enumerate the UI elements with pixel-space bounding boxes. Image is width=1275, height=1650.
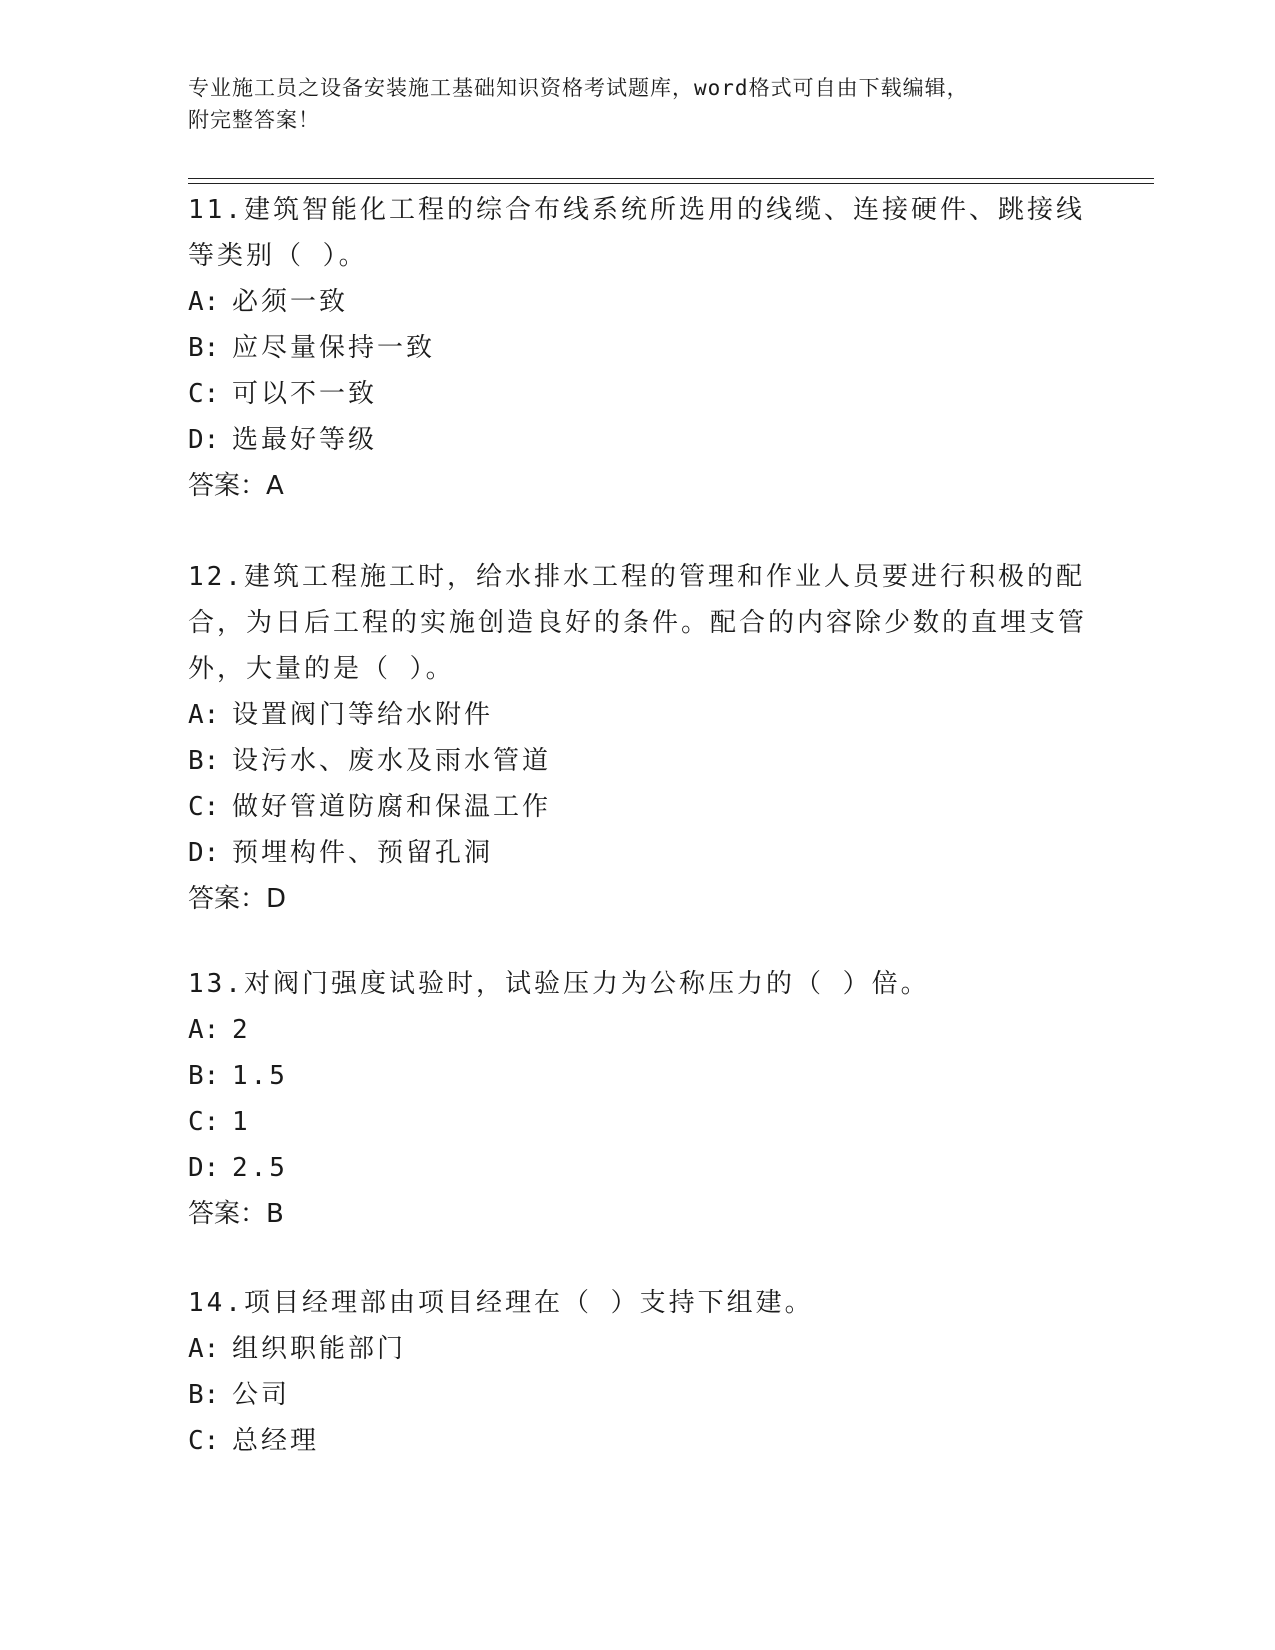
option-key: B: (188, 1380, 220, 1410)
option-c (188, 1099, 1088, 1145)
option-text: 公司 (232, 1380, 291, 1410)
option-key: A: (188, 1334, 220, 1364)
option-a (188, 692, 1088, 738)
option-text: 可以不一致 (232, 379, 378, 409)
option-key: D: (188, 838, 220, 868)
header-divider-bottom (188, 183, 1154, 184)
option-b (188, 738, 1088, 784)
option-text: 设置阀门等给水附件 (232, 700, 494, 730)
option-key: C: (188, 792, 220, 822)
option-text: 2 (232, 1015, 251, 1045)
option-c (188, 371, 1088, 417)
option-text: 1.5 (232, 1061, 288, 1091)
option-a (188, 279, 1088, 325)
answer-label: 答案：A (188, 471, 284, 501)
document-header (188, 72, 1068, 136)
option-text: 组织职能部门 (232, 1334, 407, 1364)
question-stem: 14.项目经理部由项目经理在（ ）支持下组建。 (188, 1288, 814, 1318)
option-text: 设污水、废水及雨水管道 (232, 746, 552, 776)
option-key: D: (188, 425, 220, 455)
answer-label: 答案：B (188, 1199, 284, 1229)
question-11 (188, 187, 1088, 509)
option-text: 1 (232, 1107, 251, 1137)
question-stem: 12.建筑工程施工时，给水排水工程的管理和作业人员要进行积极的配合，为日后工程的实施创造良好的条件。配合的内容除少数的直埋支管外，大量的是（ ）。 (188, 562, 1088, 684)
option-key: C: (188, 379, 220, 409)
question-12 (188, 554, 1088, 922)
option-key: A: (188, 700, 220, 730)
option-key: B: (188, 746, 220, 776)
header-divider-top (188, 178, 1154, 179)
question-stem: 11.建筑智能化工程的综合布线系统所选用的线缆、连接硬件、跳接线等类别（ ）。 (188, 195, 1085, 271)
answer-label: 答案：D (188, 884, 287, 914)
option-key: C: (188, 1426, 220, 1456)
option-key: A: (188, 1015, 220, 1045)
option-b (188, 1053, 1088, 1099)
option-d (188, 830, 1088, 876)
option-key: C: (188, 1107, 220, 1137)
option-text: 应尽量保持一致 (232, 333, 436, 363)
header-line-2: 附完整答案！ (188, 108, 320, 132)
option-a (188, 1326, 1088, 1372)
option-text: 2.5 (232, 1153, 288, 1183)
option-c (188, 784, 1088, 830)
option-text: 选最好等级 (232, 425, 378, 455)
question-stem: 13.对阀门强度试验时，试验压力为公称压力的（ ）倍。 (188, 969, 930, 999)
option-text: 必须一致 (232, 287, 349, 317)
question-14 (188, 1280, 1088, 1464)
option-text: 预埋构件、预留孔洞 (232, 838, 494, 868)
option-key: B: (188, 333, 220, 363)
option-key: B: (188, 1061, 220, 1091)
option-text: 总经理 (232, 1426, 320, 1456)
option-b (188, 325, 1088, 371)
question-13 (188, 961, 1088, 1237)
option-text: 做好管道防腐和保温工作 (232, 792, 552, 822)
option-key: D: (188, 1153, 220, 1183)
option-c (188, 1418, 1088, 1464)
option-d (188, 1145, 1088, 1191)
option-a (188, 1007, 1088, 1053)
option-d (188, 417, 1088, 463)
header-line-1: 专业施工员之设备安装施工基础知识资格考试题库，word格式可自由下载编辑， (188, 76, 969, 100)
option-b (188, 1372, 1088, 1418)
option-key: A: (188, 287, 220, 317)
